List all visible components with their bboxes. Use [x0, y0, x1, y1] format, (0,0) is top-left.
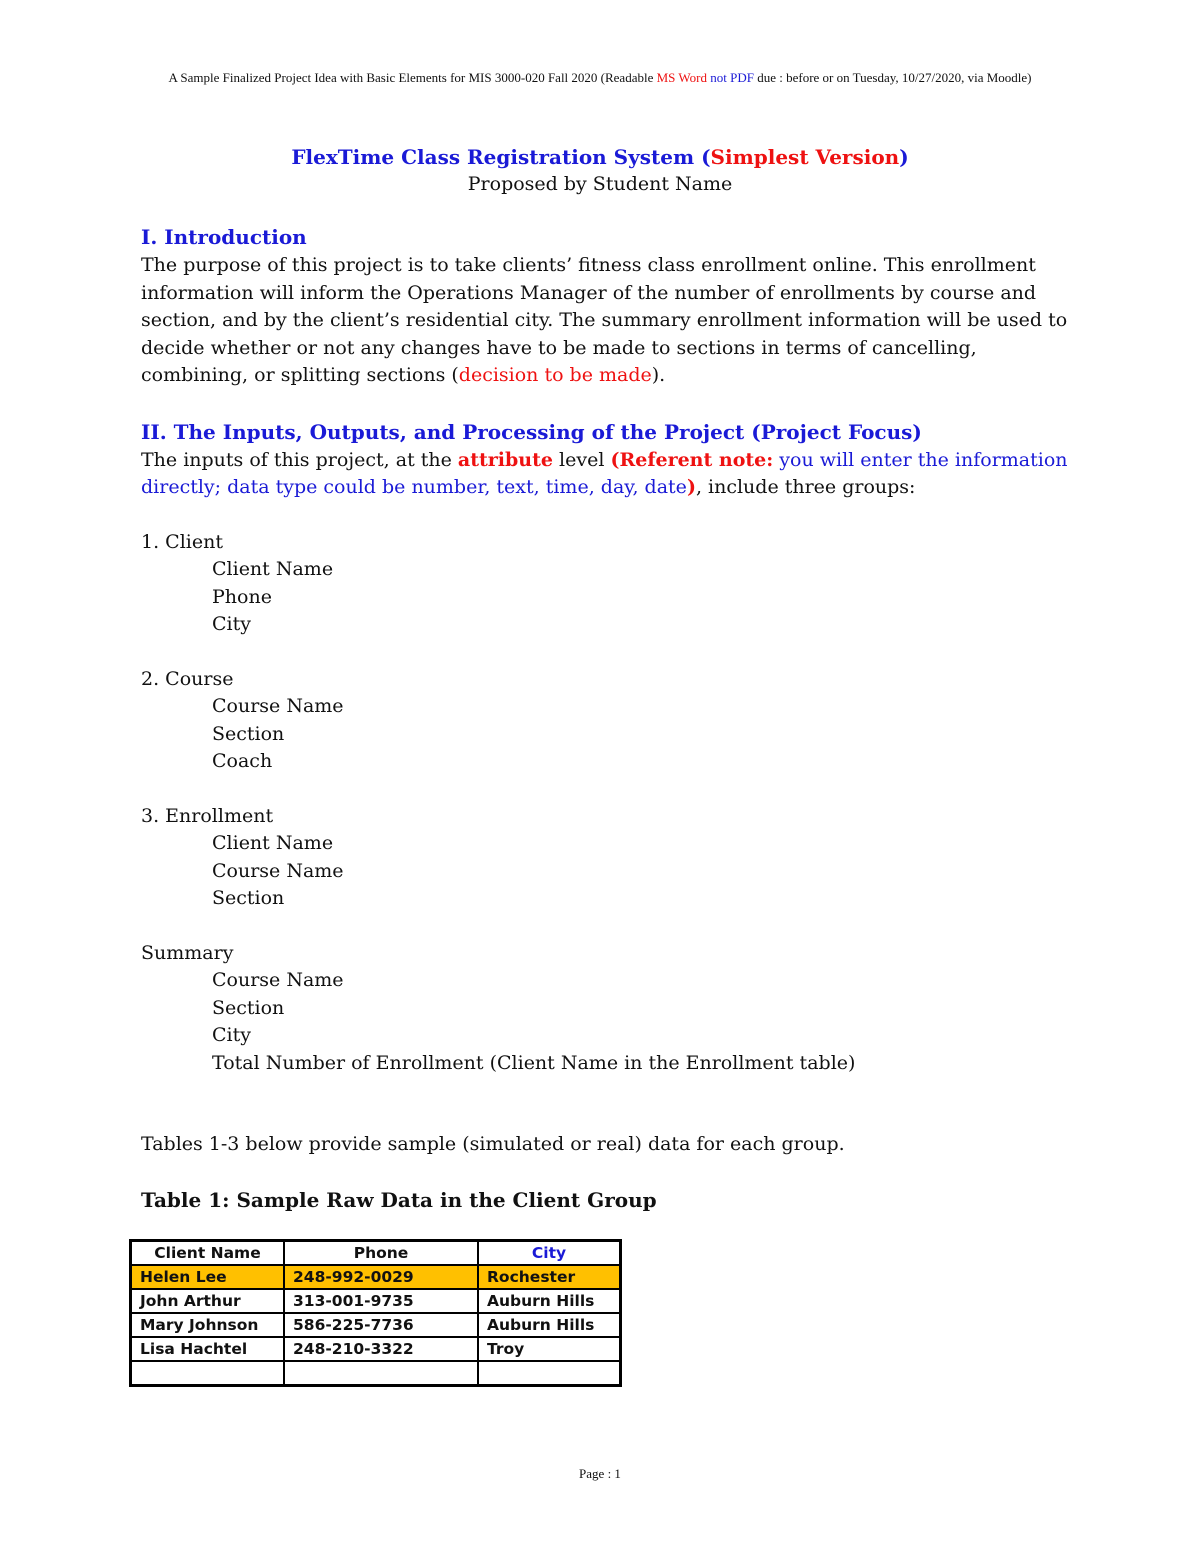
group-title: 3. Enrollment [141, 804, 274, 827]
header-text: A Sample Finalized Project Idea with Basic Elements for MIS 3000-020 Fall 2020 (Readable [168, 70, 657, 85]
group-title: Summary [141, 941, 234, 964]
table-row [131, 1265, 621, 1289]
group-item: City [212, 1024, 251, 1046]
table-cell: Mary Johnson [131, 1313, 285, 1337]
column-header: City [478, 1240, 621, 1265]
table-cell: Helen Lee [131, 1265, 285, 1289]
group-item: Section [212, 722, 285, 745]
group-item: Total Number of Enrollment (Client Name in the Enrollment table) [212, 1051, 856, 1074]
table-cell: Lisa Hachtel [131, 1337, 285, 1361]
group-item: Coach [212, 750, 273, 772]
header-text-end: due : before or on Tuesday, 10/27/2020, via Moodle) [753, 70, 1032, 85]
group-item: Course Name [212, 695, 344, 717]
table-cell [284, 1361, 478, 1386]
attribute-text: attribute [457, 448, 553, 471]
table-row [131, 1361, 621, 1386]
table-cell: 248-210-3322 [284, 1337, 478, 1361]
group-item: Client Name [212, 832, 334, 854]
table-cell [131, 1361, 285, 1386]
column-header: Client Name [131, 1240, 285, 1265]
table-cell: 313-001-9735 [284, 1289, 478, 1313]
header-not: not [706, 70, 731, 85]
table-cell: John Arthur [131, 1289, 285, 1313]
group-item: Section [212, 887, 285, 909]
group-client [141, 529, 1071, 639]
header-pdf: PDF [730, 70, 754, 85]
table-cell: 248-992-0029 [284, 1265, 478, 1289]
group-summary [141, 940, 1071, 1078]
inputs-paragraph: The inputs of this project, at the attribute level (Referent note: you will enter the information directly; data type could be number, text, time, day, date), include three groups: [141, 448, 1068, 498]
document-body [141, 222, 1071, 1387]
table-cell [478, 1361, 621, 1386]
page-header [0, 70, 1200, 86]
table-cell: Auburn Hills [478, 1313, 621, 1337]
table1-caption: Table 1: Sample Raw Data in the Client Group [141, 1187, 657, 1212]
table-row [131, 1289, 621, 1313]
data-type-note: you will enter the information directly; data type could be number, text, time, day, date [141, 448, 1068, 498]
title-accent: Simplest Version [710, 145, 900, 169]
table-cell: Auburn Hills [478, 1289, 621, 1313]
referent-note: (Referent note: [610, 448, 774, 471]
group-item: City [212, 613, 251, 635]
column-header: Phone [284, 1240, 478, 1265]
table-header-row [131, 1240, 621, 1265]
section2-heading: II. The Inputs, Outputs, and Processing of the Project (Project Focus) [141, 419, 922, 444]
tables-intro: Tables 1-3 below provide sample (simulated or real) data for each group. [141, 1133, 845, 1155]
intro-heading: I. Introduction [141, 225, 307, 249]
table-cell: Rochester [478, 1265, 621, 1289]
header-ms-word: MS Word [656, 70, 707, 85]
group-title: 2. Course [141, 667, 234, 690]
decision-text: decision to be made [458, 364, 652, 386]
group-item: Client Name [212, 558, 334, 580]
page-number: Page : 1 [579, 1466, 621, 1481]
group-course [141, 666, 1071, 776]
table-cell: Troy [478, 1337, 621, 1361]
table-row [131, 1313, 621, 1337]
client-table [129, 1239, 622, 1387]
intro-paragraph: The purpose of this project is to take clients’ fitness class enrollment online. This enrollment information will inform the Operations Manager of the number of enrollments by course and section, and by the client’s residential city. The summary enrollment information will be used to decide whether or not any changes have to be made to sections in terms of cancelling, combining, or splitting sections (decision to be made). [141, 254, 1068, 386]
table-row [131, 1337, 621, 1361]
group-item: Phone [212, 585, 272, 608]
document-title: FlexTime Class Registration System (Simplest Version) [291, 145, 909, 169]
group-item: Section [212, 996, 285, 1019]
group-title: 1. Client [141, 530, 223, 553]
group-item: Course Name [212, 859, 344, 882]
group-item: Course Name [212, 969, 344, 991]
table-cell: 586-225-7736 [284, 1313, 478, 1337]
title-block [0, 144, 1200, 198]
group-enrollment [141, 803, 1071, 913]
document-subtitle: Proposed by Student Name [467, 173, 733, 195]
